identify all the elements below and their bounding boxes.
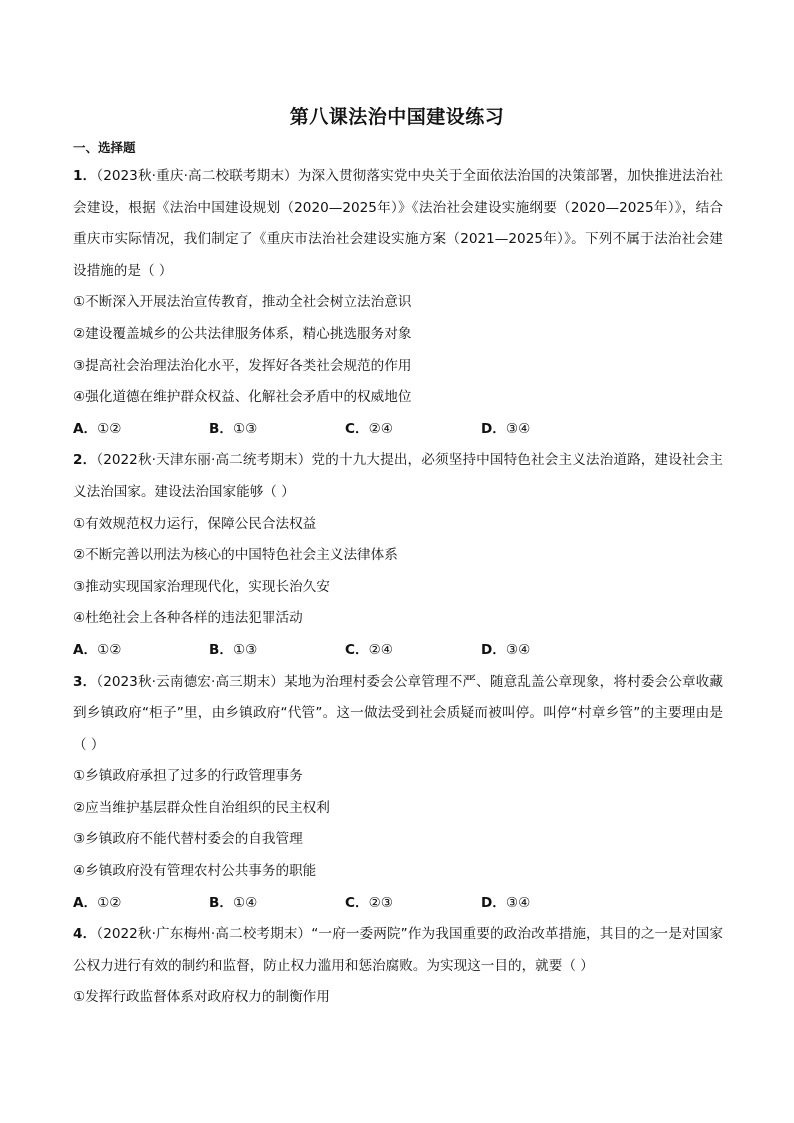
choice-b: B．①③: [209, 420, 258, 437]
option-item: ①有效规范权力运行，保障公民合法权益: [73, 515, 317, 532]
question-1: [73, 161, 723, 445]
answer-choices: [73, 888, 723, 920]
choice-d: D．③④: [481, 420, 531, 437]
option-item: ③乡镇政府不能代替村委会的自我管理: [73, 831, 303, 848]
answer-choices: [73, 635, 723, 667]
page-title: 第八课法治中国建设练习: [289, 106, 505, 128]
option-item: ④乡镇政府没有管理农村公共事务的职能: [73, 863, 317, 880]
option-item: ①不断深入开展法治宣传教育，推动全社会树立法治意识: [73, 294, 412, 311]
question-number: 4．: [73, 926, 97, 943]
option-item: ④强化道德在维护群众权益、化解社会矛盾中的权威地位: [73, 389, 412, 406]
question-stem: [73, 667, 723, 762]
option-item: ③提高社会治理法治化水平，发挥好各类社会规范的作用: [73, 357, 412, 374]
option-item: ②应当维护基层群众性自治组织的民主权利: [73, 799, 330, 816]
question-3: [73, 667, 723, 920]
choice-a: A．①②: [73, 641, 122, 658]
question-source: （2023秋·云南德宏·高三期末）: [96, 673, 285, 690]
question-list: [73, 161, 723, 1014]
question-2: [73, 445, 723, 666]
choice-a: A．①②: [73, 894, 122, 911]
question-text: “一府一委两院”作为我国重要的政治改革措施，其目的之一是对国家公权力进行有效的制约和监督，防止权力滥用和惩治腐败。为实现这一目的，就要（ ）: [73, 926, 723, 974]
choice-b: B．①④: [209, 894, 258, 911]
option-item: ④杜绝社会上各种各样的违法犯罪活动: [73, 610, 303, 627]
option-item: ①发挥行政监督体系对政府权力的制衡作用: [73, 989, 330, 1006]
question-4: [73, 919, 723, 1014]
option-item: ②建设覆盖城乡的公共法律服务体系，精心挑选服务对象: [73, 325, 412, 342]
question-text: 某地为治理村委会公章管理不严、随意乱盖公章现象，将村委会公章收藏到乡镇政府“柜子”里，由乡镇政府“代管”。这一做法受到社会质疑而被叫停。叫停“村章乡管”的主要理由是（ ）: [73, 673, 723, 753]
question-source: （2023秋·重庆·高二校联考期末）: [96, 168, 298, 184]
answer-choices: [73, 414, 723, 446]
question-text: 党的十九大提出，必须坚持中国特色社会主义法治道路，建设社会主义法治国家。建设法治国家能够（ ）: [73, 452, 723, 500]
section-heading: 一、选择题: [73, 140, 136, 155]
question-text: 为深入贯彻落实党中央关于全面依法治国的决策部署，加快推进法治社会建设，根据《法治中国建设规划（2020—2025年）》《法治社会建设实施纲要（2020—2025年）》，结合重庆市实际情况，我们制定了《重庆市法治社会建设实施方案（2021—2025年）》。下列不属于法治社会建设措施的是（ ）: [73, 168, 723, 279]
question-number: 2．: [73, 452, 97, 469]
question-source: （2022秋·天津东丽·高二统考期末）: [96, 452, 312, 469]
question-stem: [73, 161, 723, 287]
option-item: ①乡镇政府承担了过多的行政管理事务: [73, 768, 303, 785]
choice-c: C．②④: [345, 641, 393, 658]
choice-c: C．②④: [345, 420, 393, 437]
question-number: 3．: [73, 673, 97, 690]
choice-d: D．③④: [481, 894, 531, 911]
choice-a: A．①②: [73, 420, 122, 437]
choice-b: B．①③: [209, 641, 258, 658]
option-item: ②不断完善以刑法为核心的中国特色社会主义法律体系: [73, 547, 398, 564]
question-stem: [73, 445, 723, 508]
option-item: ③推动实现国家治理现代化，实现长治久安: [73, 578, 330, 595]
question-number: 1．: [73, 168, 97, 184]
choice-c: C．②③: [345, 894, 393, 911]
question-source: （2022秋·广东梅州·高二校考期末）: [96, 926, 312, 943]
choice-d: D．③④: [481, 641, 531, 658]
question-stem: [73, 919, 723, 982]
